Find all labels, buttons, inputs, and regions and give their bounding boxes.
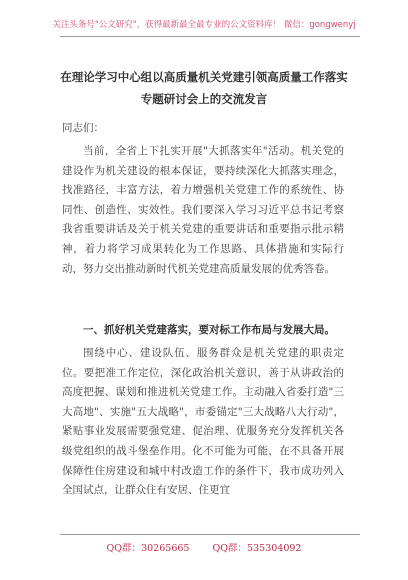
document-title-line1: 在理论学习中心组以高质量机关党建引领高质量工作落实 [60, 70, 348, 84]
salutation: 同志们： [62, 122, 104, 134]
promo-banner: 关注头条号"公文研究"，获得最新最全最专业的公文资料库！ 微信：gongwenyj [52, 20, 356, 30]
body-paragraph: 围绕中心、建设队伍、服务群众是机关党建的职责定位。要把准工作定位，深化政治机关意识，善于从讲政治的高度把握、谋划和推进机关党建工作。主动融入省委打造"三大高地"、实施"五大战略"，市委锚定"三大战略八大行动"，紧贴事业发展需要强党建、促治理、优服务充分发挥机关各级党组织的战斗堡垒作用。化不可能为可能，在不具备开展保障性住房建设和城中村改造工作的条件下，我市成功列入全国试点，让群众住有安居、住更宜 [62, 347, 344, 497]
footer-qq-group-2: QQ群：535304092 [212, 543, 302, 554]
footer-divider [60, 534, 360, 535]
header-divider [60, 36, 360, 37]
section-heading: 一、抓好机关党建落实，要对标工作布局与发展大局。 [83, 324, 335, 336]
footer-qq-group-1: QQ群：30265665 [106, 543, 190, 554]
document-title-line2: 专题研讨会上的交流发言 [140, 92, 268, 106]
footer [0, 540, 408, 554]
body-paragraph: 当前，全省上下扎实开展"大抓落实年"活动。机关党的建设作为机关建设的根本保证，要持续深化大抓落实理念，找准路径，丰富方法，着力增强机关党建工作的系统性、协同性、创造性、实效性。我们要深入学习习近平总书记考察我省重要讲话及关于机关党建的重要讲话和重要指示批示精神，着力将学习成果转化为工作思路、具体措施和实际行动，努力交出推动新时代机关党建高质量发展的优秀答卷。 [62, 145, 344, 275]
